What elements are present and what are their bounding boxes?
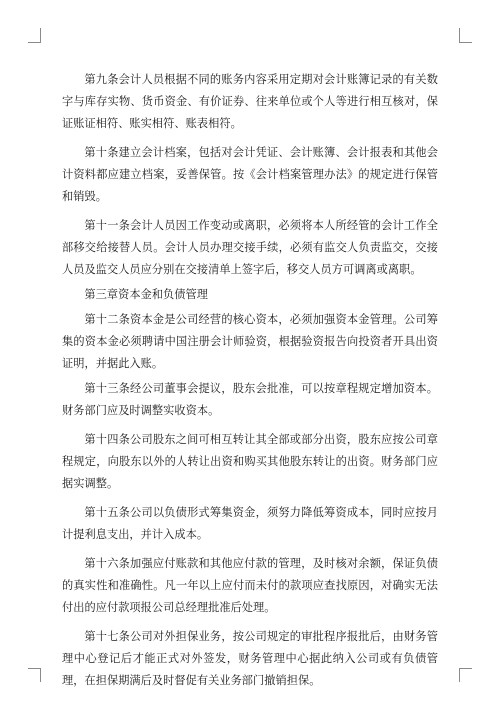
article-9-paragraph: 第九条会计人员根据不同的账务内容采用定期对会计账簿记录的有关数字与库存实物、货币资金、有价证券、往来单位或个人等进行相互核对，保证账证相符、账实相符、账表相符。 [62, 73, 438, 130]
article-12-paragraph: 第十二条资本金是公司经营的核心资本，必须加强资本金管理。公司筹集的资本金必须聘请中国注册会计师验资，根据验资报告向投资者开具出资证明，并据此入账。 [62, 313, 438, 370]
document-body [62, 69, 438, 692]
crop-mark-top-left [40, 28, 41, 42]
crop-mark-bottom-right [459, 668, 472, 669]
article-13-paragraph: 第十三条经公司董事会提议，股东会批准，可以按章程规定增加资本。财务部门应及时调整实收资本。 [62, 382, 438, 417]
article-14-paragraph: 第十四条公司股东之间可相互转让其全部或部分出资，股东应按公司章程规定，向股东以外的人转让出资和购买其他股东转让的出资。财务部门应据实调整。 [62, 433, 438, 490]
chapter-3-heading: 第三章资本金和负债管理 [84, 288, 209, 301]
crop-mark-top-right [459, 42, 472, 43]
article-11-paragraph: 第十一条会计人员因工作变动或离职，必须将本人所经管的会计工作全部移交给接替人员。会计人员办理交接手续，必须有监交人负责监交，交接人员及监交人员应分别在交接清单上签字后，移交人员方可调离或离职。 [62, 219, 438, 276]
article-17-paragraph: 第十七条公司对外担保业务，按公司规定的审批程序报批后，由财务管理中心登记后才能正式对外签发，财务管理中心据此纳入公司或有负债管理，在担保期满后及时督促有关业务部门撤销担保。 [62, 630, 438, 687]
crop-mark-bottom-right [459, 668, 460, 682]
crop-mark-bottom-left [28, 668, 41, 669]
article-10-paragraph: 第十条建立会计档案，包括对会计凭证、会计账簿、会计报表和其他会计资料都应建立档案，妥善保管。按《会计档案管理办法》的规定进行保管和销毁。 [62, 146, 438, 203]
crop-mark-bottom-left [40, 668, 41, 682]
crop-mark-top-left [28, 42, 41, 43]
article-16-paragraph: 第十六条加强应付账款和其他应付款的管理，及时核对余额，保证负债的真实性和准确性。凡一年以上应付而未付的款项应查找原因，对确实无法付出的应付款项报公司总经理批准后处理。 [62, 557, 438, 614]
crop-mark-top-right [459, 28, 460, 42]
article-15-paragraph: 第十五条公司以负债形式筹集资金，须努力降低筹资成本，同时应按月计提利息支出，并计入成本。 [62, 506, 438, 541]
